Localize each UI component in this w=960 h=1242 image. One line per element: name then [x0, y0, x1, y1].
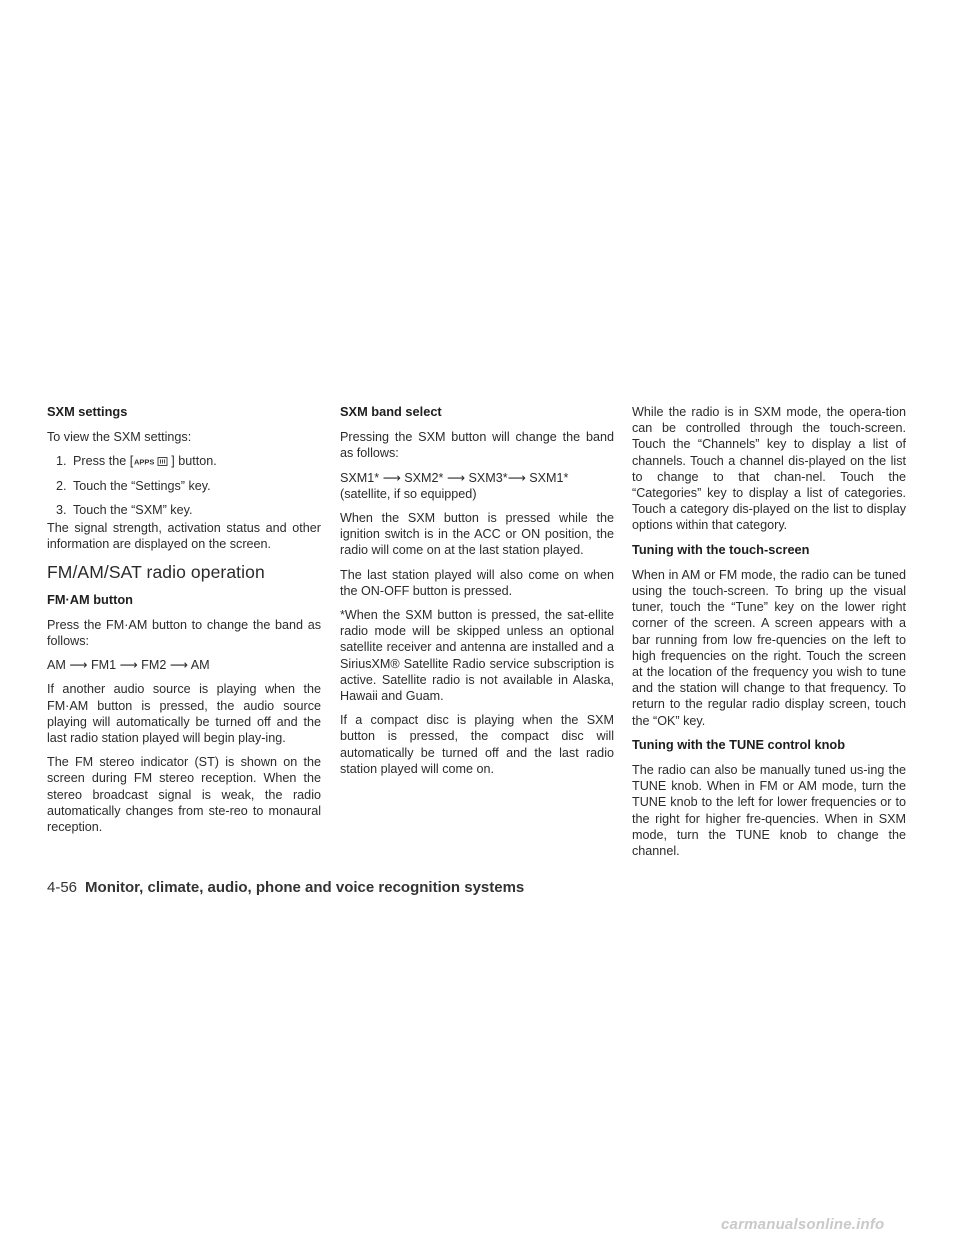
fmam-sequence: AM ⟶ FM1 ⟶ FM2 ⟶ AM: [47, 658, 210, 673]
fmam-paragraph-2: If another audio source is playing when the FM·AM button is pressed, the audio source playing will automatically be turned off and the last radio station played will begin play-ing.: [47, 682, 321, 746]
section-title: Monitor, climate, audio, phone and voice recognition systems: [85, 879, 525, 896]
sxm-band-paragraph-4: *When the SXM button is pressed, the sat-ellite radio mode will be skipped unless an optional satellite receiver and antenna are installed and a SiriusXM® Satellite Radio service subscription is active. Satellite radio is not available in Alaska, Hawaii and Guam.: [340, 608, 614, 704]
step-2: 2. Touch the “Settings” key.: [70, 478, 321, 494]
step-1: 1. Press the [ APPS ] button.: [70, 453, 321, 469]
sxm-touchscreen-paragraph: While the radio is in SXM mode, the opera-tion can be controlled through the touch-screen. Touch the “Channels” key to display a list of channels. Touch a channel dis-played on the list to change to that chan-nel. Touch the “Categories” key to display a list of categories. Touch a category dis-played on the list to display options within that category.: [632, 405, 906, 533]
fmam-button-heading: FM·AM button: [47, 591, 133, 607]
apps-button-icon: [134, 456, 170, 467]
fmam-paragraph-1: Press the FM·AM button to change the band as follows:: [47, 617, 321, 649]
apps-icon-label: APPS: [134, 457, 155, 467]
sxm-band-paragraph-5: If a compact disc is playing when the SXM button is pressed, the compact disc will automatically be turned off and the last radio station played will come on.: [340, 713, 614, 776]
page-number: 4-56: [47, 879, 78, 896]
sxm-band-paragraph-2: When the SXM button is pressed while the ignition switch is in the ACC or ON position, the radio will come on at the last station played.: [340, 511, 614, 558]
sxm-band-heading: SXM band select: [340, 404, 442, 419]
tune-knob-heading: Tuning with the TUNE control knob: [632, 736, 846, 752]
sxm-band-paragraph-3: The last station played will also come on when the ON-OFF button is pressed.: [340, 567, 614, 598]
column-right: [632, 404, 906, 867]
sxm-settings-body: The signal strength, activation status and other information are displayed on the screen.: [47, 521, 321, 552]
column-left: [47, 404, 321, 843]
sxm-settings-heading: SXM settings: [47, 404, 128, 419]
page-footer: [47, 879, 524, 896]
sxm-settings-steps: [47, 453, 321, 518]
touchscreen-tuning-paragraph: When in AM or FM mode, the radio can be tuned using the touch-screen. To bring up the visual tuner, touch the “Tune” key on the lower right corner of the screen. A screen appears with a bar running from low fre-quencies on the left to high frequencies on the right. Touch the screen at the location of the frequency you wish to tune and the station will change to that frequency. To return to the regular radio display screen, touch the “OK” key.: [632, 567, 906, 728]
tune-knob-paragraph: The radio can also be manually tuned us-ing the TUNE knob. When in FM or AM mode, turn the TUNE knob to the left for lower frequencies or to the right for higher fre-quencies. When in SXM mode, turn the TUNE knob to change the channel.: [632, 763, 906, 859]
radio-operation-heading: FM/AM/SAT radio operation: [47, 562, 265, 583]
sxm-band-paragraph-1: Pressing the SXM button will change the band as follows:: [340, 430, 614, 461]
watermark: carmanualsonline.info: [721, 1216, 885, 1233]
step-3: 3. Touch the “SXM” key.: [70, 502, 321, 518]
column-middle: [340, 404, 614, 785]
fmam-paragraph-3: The FM stereo indicator (ST) is shown on the screen during FM stereo reception. When the stereo broadcast signal is weak, the radio automatically changes from ste-reo to monaural reception.: [47, 755, 321, 835]
touchscreen-tuning-heading: Tuning with the touch-screen: [632, 541, 810, 557]
sxm-band-sequence: SXM1* ⟶ SXM2* ⟶ SXM3*⟶ SXM1* (satellite, if so equipped): [340, 470, 569, 501]
sxm-settings-intro: To view the SXM settings:: [47, 430, 192, 445]
